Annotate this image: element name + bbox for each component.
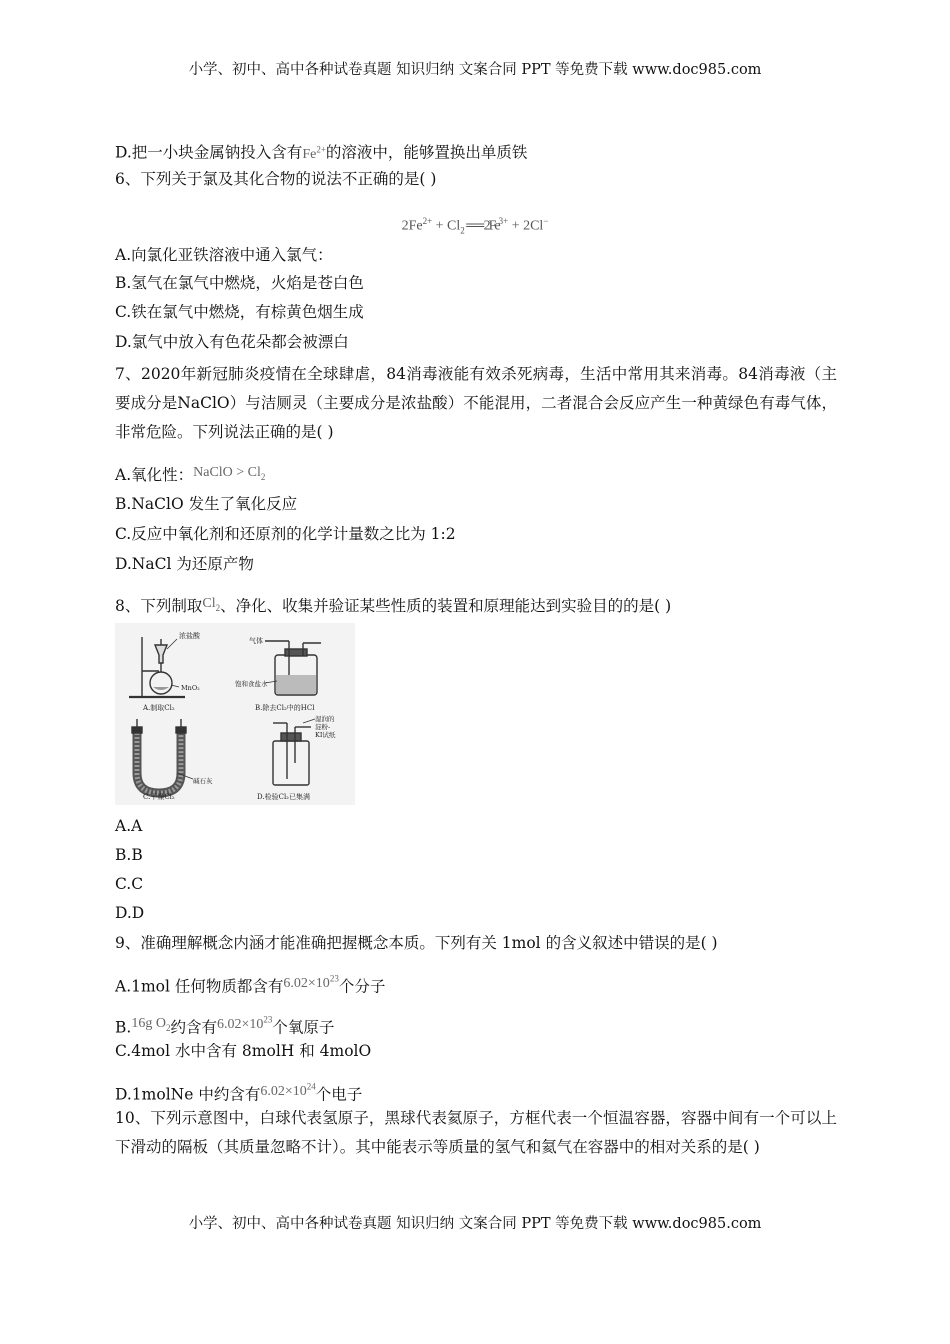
q9-option-d: D.1molNe 中约含有$6.02\times 10^{24}$个电子 [115, 1081, 363, 1104]
apparatus-a-label-2: MnO₂ [181, 684, 200, 692]
q6-stem: 6、下列关于氯及其化合物的说法不正确的是( ) [115, 170, 437, 188]
q9-option-b: B.16g $O_2$约含有$6.02\times 10^{23}$个氧原子 [115, 1014, 335, 1037]
q7-option-a: A.氧化性：NaClO > $Cl_2$ [115, 465, 266, 484]
apparatus-d-label-2: 淀粉- [315, 723, 331, 731]
q6-option-a: A.向氯化亚铁溶液中通入氯气： [115, 246, 333, 264]
prev-option-d-pre: D.把一小块金属钠投入含有 [115, 143, 303, 162]
cl2-formula: $Cl_2$ [202, 596, 221, 613]
page-footer: 小学、初中、高中各种试卷真题 知识归纳 文案合同 PPT 等免费下载 www.doc985.com [188, 1216, 762, 1232]
q6-equation: $2Fe^{2+} + Cl_2$ ══ $2Fe^{3+} + 2Cl^-$ [401, 216, 549, 236]
apparatus-b-caption: B.除去Cl₂中的HCl [255, 704, 315, 712]
q8-option-a: A.A [115, 817, 143, 835]
apparatus-a-label-1: 浓盐酸 [179, 632, 200, 640]
apparatus-d-label-3: KI试纸 [315, 731, 336, 739]
apparatus-c-caption: C.干燥Cl₂ [143, 793, 175, 801]
q7-option-c: C.反应中氧化剂和还原剂的化学计量数之比为 1:2 [115, 525, 456, 543]
q8-stem: 8、下列制取$Cl_2$、净化、收集并验证某些性质的装置和原理能达到实验目的的是( ) [115, 596, 672, 615]
apparatus-a-caption: A.制取Cl₂ [143, 704, 175, 712]
q9-option-a: A.1mol 任何物质都含有$6.02\times 10^{23}$个分子 [115, 973, 386, 996]
electron-count-formula: $6.02\times 10^{24}$ [260, 1081, 316, 1099]
apparatus-c-label-1: 碱石灰 [193, 777, 213, 785]
q10-stem: 10、下列示意图中，白球代表氢原子，黑球代表氦原子，方框代表一个恒温容器，容器中间有一个可以上下滑动的隔板（其质量忽略不计）。其中能表示等质量的氢气和氦气在容器中的相对关系的是( ) [115, 1109, 837, 1156]
q6-option-c: C.铁在氯气中燃烧，有棕黄色烟生成 [115, 303, 364, 321]
q6-option-d: D.氯气中放入有色花朵都会被漂白 [115, 333, 349, 351]
prev-option-d-post: 的溶液中，能够置换出单质铁 [325, 143, 528, 162]
avogadro-formula: $6.02\times 10^{23}$ [283, 973, 339, 991]
apparatus-d-label-1: 湿润的 [315, 715, 335, 723]
q7-stem: 7、2020年新冠肺炎疫情在全球肆虐，84消毒液能有效杀死病毒，生活中常用其来消毒。84消毒液（主要成分是NaClO）与洁厕灵（主要成分是浓盐酸）不能混用，二者混合会反应产生一种黄绿色有毒气体，非常危险。下列说法正确的是( ) [115, 365, 837, 441]
naclo-formula: NaClO > $Cl_2$ [193, 465, 266, 482]
q8-option-c: C.C [115, 875, 144, 893]
apparatus-d-caption: D.检验Cl₂已集满 [257, 793, 310, 801]
apparatus-b-label-1: 气体 [249, 637, 263, 645]
q9-stem: 9、准确理解概念内涵才能准确把握概念本质。下列有关 1mol 的含义叙述中错误的是( ) [115, 934, 718, 952]
avogadro-formula-b: $6.02\times 10^{23}$ [216, 1014, 273, 1032]
q8-apparatus-figure [115, 623, 355, 805]
q7-option-d: D.NaCl 为还原产物 [115, 555, 254, 573]
page-header: 小学、初中、高中各种试卷真题 知识归纳 文案合同 PPT 等免费下载 www.doc985.com [188, 62, 762, 78]
q8-option-b: B.B [115, 846, 143, 864]
o2-mass-formula: 16g $O_2$ [131, 1015, 171, 1033]
q8-option-d: D.D [115, 904, 145, 922]
fe2-formula: $Fe^{2+}$ [302, 144, 326, 162]
apparatus-b-label-2: 饱和食盐水 [235, 680, 268, 688]
q7-option-b: B.NaClO 发生了氧化反应 [115, 495, 298, 513]
prev-option-d [115, 138, 527, 166]
q9-option-c: C.4mol 水中含有 8molH 和 4molO [115, 1042, 372, 1060]
q6-option-b: B.氢气在氯气中燃烧，火焰是苍白色 [115, 274, 364, 292]
